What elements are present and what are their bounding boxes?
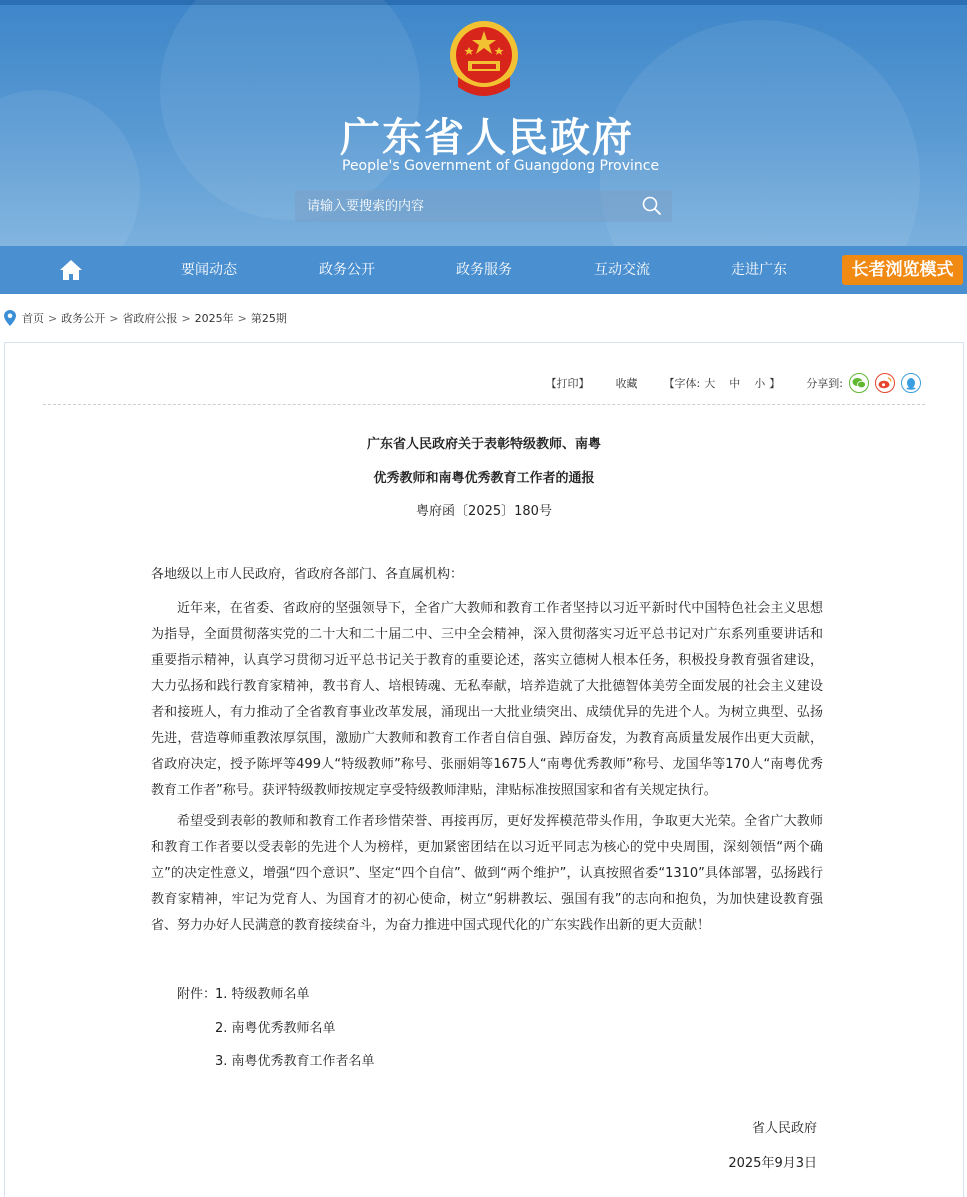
attachment-item[interactable]: 1. 特级教师名单	[215, 987, 310, 1002]
attachment-item[interactable]: 2. 南粤优秀教师名单	[215, 1021, 336, 1036]
font-size-label: 【字体:	[663, 377, 701, 390]
search-box	[295, 190, 672, 222]
nav-item-interaction[interactable]: 互动交流	[594, 262, 650, 278]
font-large-button[interactable]: 大	[704, 377, 716, 390]
breadcrumb-separator: >	[181, 311, 191, 325]
document-number: 粤府函〔2025〕180号	[416, 504, 552, 519]
main-nav	[0, 246, 967, 294]
site-subtitle: People's Government of Guangdong Province	[342, 158, 660, 174]
location-pin-icon	[4, 310, 16, 326]
paragraph-1: 近年来，在省委、省政府的坚强领导下，全省广大教师和教育工作者坚持以习近平新时代中国特色社会主义思想为指导，全面贯彻落实党的二十大和二十届二中、三中全会精神，深入贯彻落实习近平总书记对广东系列重要讲话和重要指示精神，认真学习贯彻习近平总书记关于教育的重要论述，落实立德树人根本任务，积极投身教育强省建设，大力弘扬和践行教育家精神，教书育人、培根铸魂、无私奉献，培养造就了大批德智体美劳全面发展的社会主义建设者和接班人，有力推动了全省教育事业改革发展，涌现出一大批业绩突出、成绩优异的先进个人。为树立典型、弘扬先进，营造尊师重教浓厚氛围，激励广大教师和教育工作者自信自强、踔厉奋发，为教育高质量发展作出更大贡献，省政府决定，授予陈坪等499人“特级教师”称号、张丽娟等1675人“南粤优秀教师”称号、龙国华等170人“南粤优秀教育工作者”称号。获评特级教师按规定享受特级教师津贴，津贴标准按照国家和省有关规定执行。	[151, 601, 823, 798]
share-label: 分享到:	[806, 377, 843, 390]
qq-share-icon[interactable]	[901, 373, 921, 393]
weibo-share-icon[interactable]	[875, 373, 895, 393]
toolbar-divider	[43, 404, 925, 405]
nav-item-gov-affairs[interactable]: 政务公开	[319, 262, 375, 278]
document-title-line1: 广东省人民政府关于表彰特级教师、南粤	[366, 437, 601, 452]
font-medium-button[interactable]: 中	[729, 377, 741, 390]
font-small-button[interactable]: 小	[754, 377, 766, 390]
article-card	[4, 342, 964, 1197]
decor-circle	[0, 90, 140, 246]
font-size-close: 】	[769, 377, 781, 390]
paragraph-2: 希望受到表彰的教师和教育工作者珍惜荣誉、再接再厉，更好发挥模范带头作用，争取更大光荣。全省广大教师和教育工作者要以受表彰的先进个人为榜样，更加紧密团结在以习近平同志为核心的党中央周围，深刻领悟“两个确立”的决定性意义，增强“四个意识”、坚定“四个自信”、做到“两个维护”，认真按照省委“1310”具体部署，弘扬践行教育家精神，牢记为党育人、为国育才的初心使命，树立“躬耕教坛、强国有我”的志向和抱负，为加快建设教育强省、努力办好人民满意的教育接续奋斗，为奋力推进中国式现代化的广东实践作出新的更大贡献！	[151, 814, 823, 933]
breadcrumb-home[interactable]: 首页	[22, 312, 44, 325]
signer: 省人民政府	[751, 1121, 817, 1136]
article-toolbar	[546, 373, 921, 393]
nav-item-services[interactable]: 政务服务	[456, 262, 512, 278]
salutation: 各地级以上市人民政府，省政府各部门、各直属机构：	[151, 567, 464, 582]
nav-item-about-guangdong[interactable]: 走进广东	[731, 262, 787, 278]
document-date: 2025年9月3日	[728, 1156, 817, 1171]
wechat-share-icon[interactable]	[849, 373, 869, 393]
site-header	[0, 0, 967, 246]
home-icon[interactable]	[58, 258, 84, 282]
breadcrumb	[4, 309, 287, 327]
search-input[interactable]	[295, 190, 632, 222]
elder-mode-button[interactable]: 长者浏览模式	[842, 255, 963, 285]
site-title: 广东省人民政府	[340, 115, 634, 161]
header-top-line	[0, 0, 967, 5]
breadcrumb-separator: >	[48, 311, 58, 325]
document-title-line2: 优秀教师和南粤优秀教育工作者的通报	[373, 471, 595, 486]
search-icon[interactable]	[632, 190, 672, 222]
national-emblem-icon	[444, 17, 524, 105]
attachment-label: 附件：	[177, 987, 217, 1002]
breadcrumb-separator: >	[237, 311, 247, 325]
nav-item-news[interactable]: 要闻动态	[181, 262, 237, 278]
breadcrumb-issue[interactable]: 第25期	[250, 312, 287, 325]
breadcrumb-separator: >	[109, 311, 119, 325]
breadcrumb-year[interactable]: 2025年	[194, 312, 234, 325]
print-button[interactable]: 【打印】	[545, 377, 590, 390]
attachment-item[interactable]: 3. 南粤优秀教育工作者名单	[215, 1054, 375, 1069]
breadcrumb-gov-affairs[interactable]: 政务公开	[61, 312, 106, 325]
favorite-button[interactable]: 收藏	[615, 377, 638, 390]
breadcrumb-gazette[interactable]: 省政府公报	[122, 312, 178, 325]
